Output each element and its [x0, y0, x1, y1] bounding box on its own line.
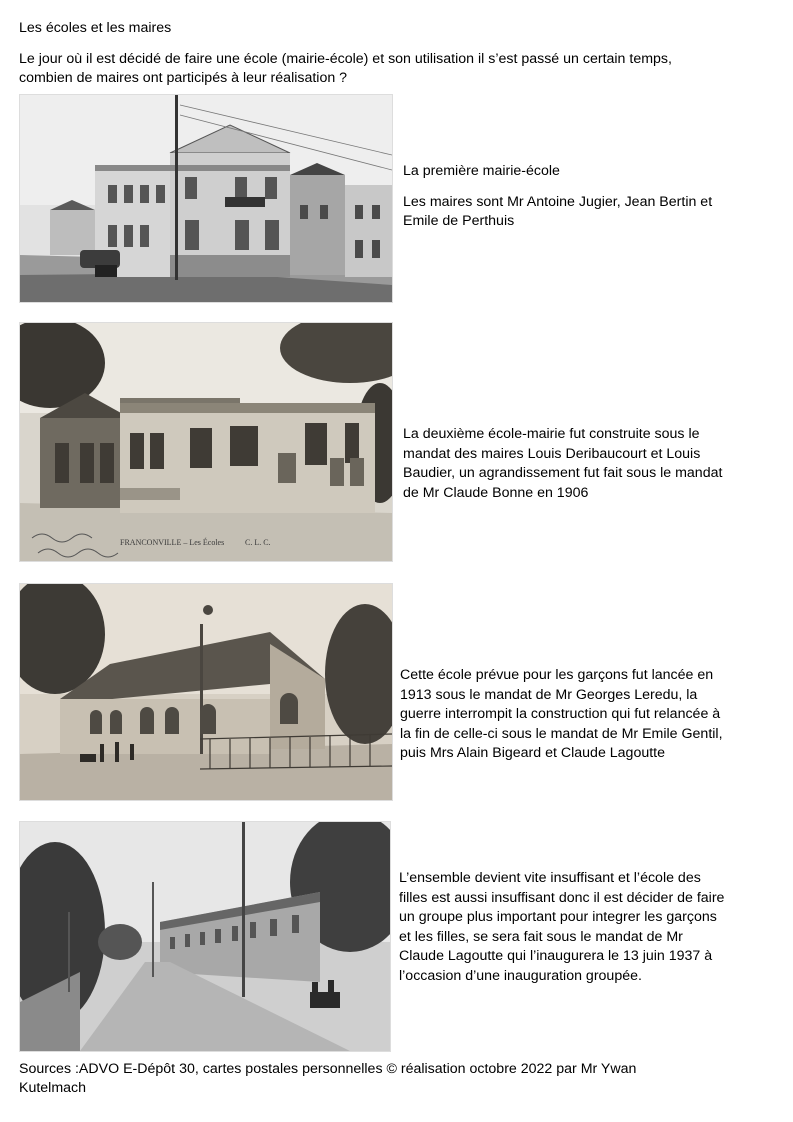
- intro-line-1: Le jour où il est décidé de faire une école (mairie-école) et son utilisation il s’est passé un certain temps,: [19, 51, 672, 67]
- photo-second-ecole-mairie: [19, 322, 393, 562]
- section-2-caption: [403, 425, 722, 503]
- photo-boys-school: [19, 583, 393, 801]
- section-3-line-1: Cette école prévue pour les garçons fut lancée en: [400, 667, 714, 683]
- section-3-line-2: 1913 sous le mandat de Mr Georges Leredu, la: [400, 686, 698, 703]
- page-title: Les écoles et les maires: [19, 20, 172, 36]
- section-3-line-5: puis Mrs Alain Bigeard et Claude Lagoutte: [400, 745, 665, 761]
- section-1-line-1: Les maires sont Mr Antoine Jugier, Jean Bertin et: [403, 193, 713, 210]
- intro-line-2: combien de maires ont participés à leur réalisation ?: [19, 70, 348, 86]
- section-4-line-2: filles est aussi insuffisant donc il est décider de faire: [399, 889, 725, 906]
- sources-line-2: Kutelmach: [19, 1080, 87, 1096]
- section-4-caption: [399, 869, 724, 986]
- section-4-line-1: L’ensemble devient vite insuffisant et l’école des: [399, 870, 701, 886]
- section-4-line-4: et les filles, se sera fait sous le mandat de Mr: [399, 928, 683, 945]
- photo-2-inscription: FRANCONVILLE – Les Écoles: [120, 538, 225, 547]
- section-1-line-2: Emile de Perthuis: [403, 213, 515, 229]
- section-1-caption: [403, 162, 712, 232]
- section-2-line-4: de Mr Claude Bonne en 1906: [403, 484, 589, 501]
- photo-group-school: [19, 821, 391, 1052]
- section-4-line-5: Claude Lagoutte qui l’inaugurera le 13 juin 1937 à: [399, 948, 713, 964]
- sources-line-1: Sources :ADVO E-Dépôt 30, cartes postales personnelles © réalisation octobre 2022 par Mr Ywan: [19, 1061, 637, 1077]
- section-1-heading: La première mairie-école: [403, 163, 560, 179]
- section-2-line-2: mandat des maires Louis Deribaucourt et Louis: [403, 445, 701, 462]
- section-2-line-3: Baudier, un agrandissement fut fait sous le mandat: [403, 465, 723, 481]
- section-3-line-3: guerre interrompit la construction qui fut relancée à: [400, 706, 721, 722]
- photo-first-mairie-ecole: [19, 94, 393, 303]
- section-4-line-6: l’occasion d’une inauguration groupée.: [399, 967, 642, 984]
- section-4-line-3: un groupe plus important pour integrer les garçons: [399, 909, 717, 925]
- section-3-caption: [400, 666, 723, 764]
- photo-2-publisher: C. L. C.: [245, 538, 271, 547]
- section-2-line-1: La deuxième école-mairie fut construite sous le: [403, 426, 700, 442]
- section-3-line-4: la fin de celle-ci sous le mandat de Mr Emile Gentil,: [400, 725, 723, 742]
